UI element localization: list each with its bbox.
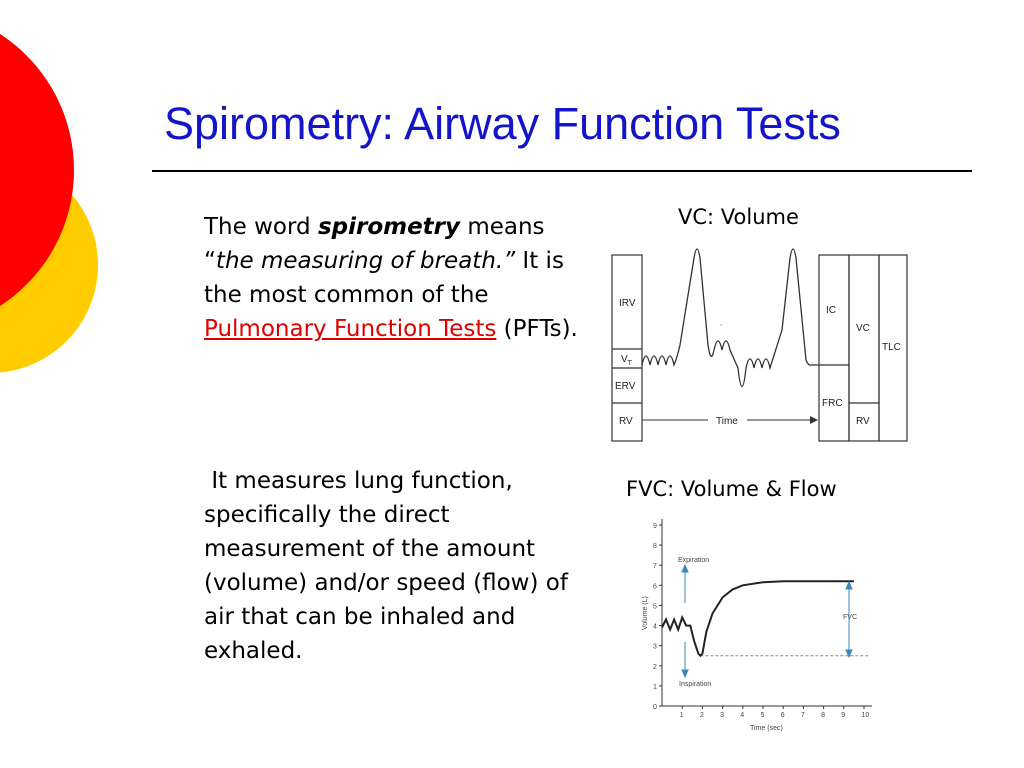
intro-text-4: (PFTs). [496,316,578,342]
y-tick-label: 9 [653,523,657,530]
x-tick-label: 8 [821,712,826,719]
x-tick-label: 7 [800,712,805,719]
rv-right-label: RV [856,416,870,427]
erv-label: ERV [615,381,636,392]
x-tick-label: 1 [679,712,684,719]
y-tick-label: 2 [653,663,657,671]
ic-label: IC [826,305,836,316]
x-tick-label: 2 [699,712,704,719]
intro-text-2: means “ [204,214,545,274]
x-axis-title: Time (sec) [750,725,783,732]
y-tick-label: 3 [653,643,657,651]
expiration-arrowhead [682,565,688,572]
y-tick-label: 4 [653,623,657,631]
irv-label: IRV [619,298,636,309]
y-axis-title: Volume (L) [642,596,649,630]
slide-title: Spirometry: Airway Function Tests [164,98,841,149]
x-tick-label: 10 [861,712,870,719]
fvc-arrowhead-top [846,582,852,589]
definition-quote: the measuring of breath.” [215,248,516,274]
fvc-curve [662,581,854,655]
rv-left-label: RV [619,416,633,427]
fvc-label: FVC [843,614,857,621]
y-tick-label: 8 [653,543,657,551]
measurement-paragraph: It measures lung function, specifically the direct measurement of the amount (volume) and/or speed (flow) of air that can be inhaled and exhaled. [204,468,576,664]
expiration-label: Expiration [678,557,710,564]
spirometry-term: spirometry [317,214,461,240]
x-tick-label: 9 [841,712,846,719]
intro-text-3: It is the most common of the [204,248,564,308]
inspiration-arrowhead [682,670,688,677]
y-tick-label: 0 [653,704,657,711]
time-label: Time [716,416,738,427]
y-tick-label: 6 [653,583,657,591]
x-tick-label: 5 [760,712,765,719]
vt-label: $V_T$ [621,354,632,367]
x-tick-label: 6 [780,712,785,719]
vc-caption: VC: Volume [678,205,799,229]
fvc-caption: FVC: Volume & Flow [626,477,837,501]
y-tick-label: 1 [653,683,657,691]
tlc-label: TLC [882,342,901,353]
inspiration-label: Inspiration [679,681,712,688]
intro-text-1: The word [204,214,318,240]
frc-label: FRC [822,398,843,409]
pft-link[interactable]: Pulmonary Function Tests [204,316,497,342]
vc-label: VC [856,323,870,334]
x-tick-label: 3 [720,712,725,719]
y-tick-label: 5 [653,603,657,611]
x-tick-label: 4 [740,712,745,719]
y-tick-label: 7 [653,563,657,571]
